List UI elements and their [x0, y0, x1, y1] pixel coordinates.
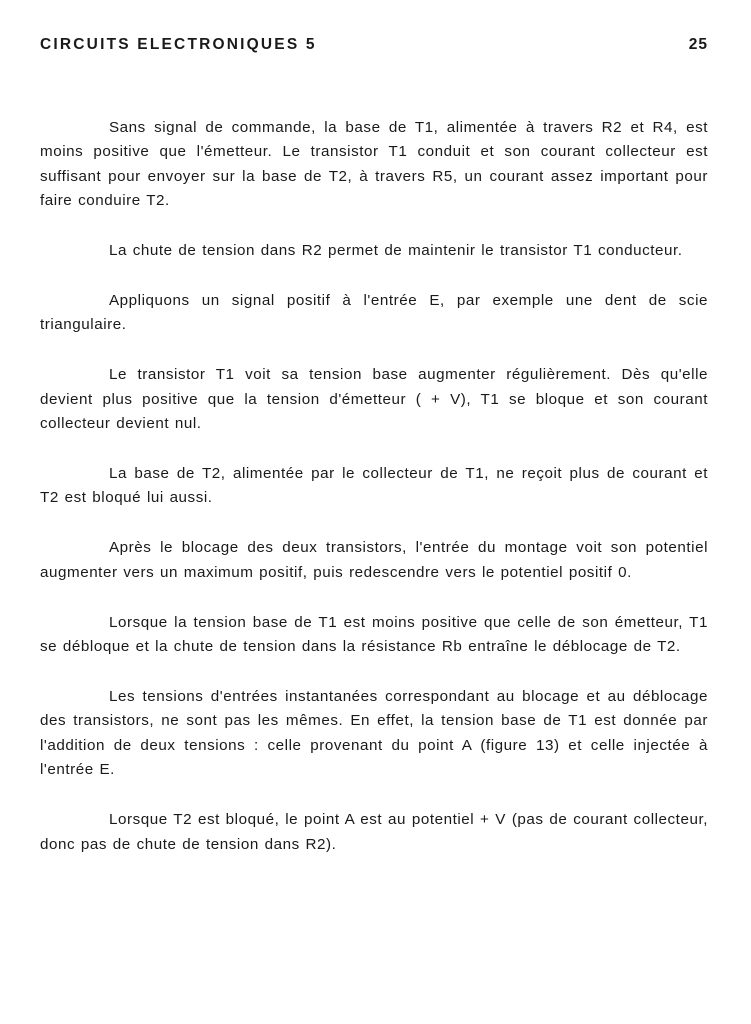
paragraph: Sans signal de commande, la base de T1, alimentée à travers R2 et R4, est moins positive que l'émetteur. Le transistor T1 conduit et son courant collecteur est suffisant pour envoyer sur la base de T2, à travers R5, un courant assez important pour faire conduire T2. [40, 119, 708, 210]
paragraph: Appliquons un signal positif à l'entrée E, par exemple une dent de scie triangulaire. [40, 292, 708, 334]
paragraph: Après le blocage des deux transistors, l'entrée du montage voit son potentiel augmenter vers un maximum positif, puis redescendre vers le potentiel positif 0. [40, 539, 708, 581]
body-text [40, 116, 708, 857]
paragraph: La base de T2, alimentée par le collecteur de T1, ne reçoit plus de courant et T2 est bloqué lui aussi. [40, 465, 708, 507]
document-page [40, 36, 708, 882]
paragraph: La chute de tension dans R2 permet de maintenir le transistor T1 conducteur. [109, 242, 683, 260]
paragraph: Lorsque la tension base de T1 est moins positive que celle de son émetteur, T1 se débloque et la chute de tension dans la résistance Rb entraîne le déblocage de T2. [40, 613, 708, 656]
paragraph: Lorsque T2 est bloqué, le point A est au potentiel + V (pas de courant collecteur, donc pas de chute de tension dans R2). [40, 811, 708, 853]
running-header [40, 36, 708, 54]
book-title: CIRCUITS ELECTRONIQUES 5 [40, 36, 317, 53]
paragraph: Le transistor T1 voit sa tension base augmenter régulièrement. Dès qu'elle devient plus positive que la tension d'émetteur ( + V), T1 se bloque et son courant collecteur devient nul. [40, 366, 708, 433]
page-number: 25 [688, 36, 708, 53]
paragraph: Les tensions d'entrées instantanées correspondant au blocage et au déblocage des transistors, ne sont pas les mêmes. En effet, la tension base de T1 est donnée par l'addition de deux tensions : celle provenant du point A (figure 13) et celle injectée à l'entrée E. [40, 688, 708, 779]
